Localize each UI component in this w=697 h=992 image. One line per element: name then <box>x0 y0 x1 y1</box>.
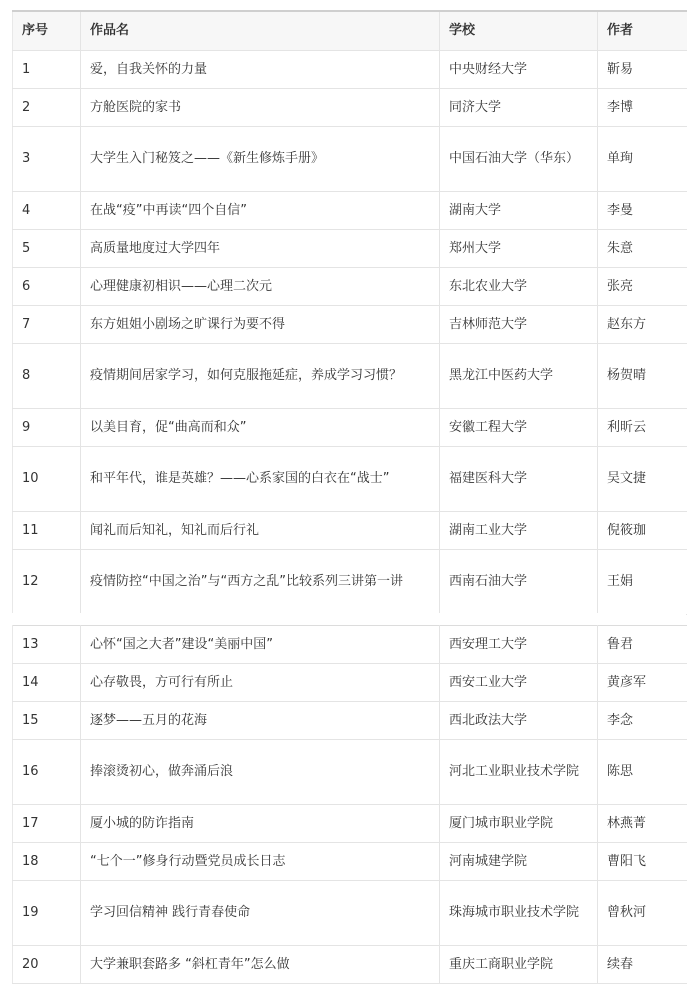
works-table-part-1 <box>12 10 687 615</box>
cell-no: 6 <box>13 268 81 306</box>
table-row <box>13 51 687 89</box>
section-gap <box>12 613 686 625</box>
cell-school: 厦门城市职业学院 <box>440 805 598 843</box>
cell-school: 东北农业大学 <box>440 268 598 306</box>
cell-school: 福建医科大学 <box>440 447 598 512</box>
cell-title: 心怀“国之大者”建设“美丽中国” <box>81 626 440 664</box>
works-table-part-2 <box>12 625 687 984</box>
cell-school: 河南城建学院 <box>440 843 598 881</box>
table-row <box>13 268 687 306</box>
cell-author: 鲁君 <box>598 626 687 664</box>
cell-author: 林燕菁 <box>598 805 687 843</box>
cell-school: 中央财经大学 <box>440 51 598 89</box>
cell-no: 10 <box>13 447 81 512</box>
cell-author: 利昕云 <box>598 409 687 447</box>
cell-no: 13 <box>13 626 81 664</box>
table-row <box>13 702 687 740</box>
cell-author: 杨贺晴 <box>598 344 687 409</box>
table-row <box>13 843 687 881</box>
cell-school: 安徽工程大学 <box>440 409 598 447</box>
header-school: 学校 <box>440 11 598 51</box>
cell-no: 17 <box>13 805 81 843</box>
cell-no: 4 <box>13 192 81 230</box>
cell-title: 心理健康初相识——心理二次元 <box>81 268 440 306</box>
table-row <box>13 306 687 344</box>
cell-no: 8 <box>13 344 81 409</box>
cell-title: 大学生入门秘笈之——《新生修炼手册》 <box>81 127 440 192</box>
cell-author: 黄彦军 <box>598 664 687 702</box>
cell-author: 王娟 <box>598 550 687 615</box>
cell-no: 18 <box>13 843 81 881</box>
cell-author: 靳易 <box>598 51 687 89</box>
cell-no: 1 <box>13 51 81 89</box>
cell-no: 15 <box>13 702 81 740</box>
cell-school: 同济大学 <box>440 89 598 127</box>
cell-school: 西北政法大学 <box>440 702 598 740</box>
cell-school: 西安理工大学 <box>440 626 598 664</box>
cell-school: 湖南大学 <box>440 192 598 230</box>
cell-title: 心存敬畏，方可行有所止 <box>81 664 440 702</box>
cell-no: 12 <box>13 550 81 615</box>
table-row <box>13 740 687 805</box>
cell-title: 爱，自我关怀的力量 <box>81 51 440 89</box>
table-row <box>13 946 687 984</box>
cell-school: 吉林师范大学 <box>440 306 598 344</box>
cell-no: 3 <box>13 127 81 192</box>
cell-author: 陈思 <box>598 740 687 805</box>
cell-author: 吴文捷 <box>598 447 687 512</box>
cell-title: 学习回信精神 践行青春使命 <box>81 881 440 946</box>
cell-title: 大学兼职套路多 “斜杠青年”怎么做 <box>81 946 440 984</box>
cell-title: 闻礼而后知礼，知礼而后行礼 <box>81 512 440 550</box>
cell-no: 20 <box>13 946 81 984</box>
table-row <box>13 447 687 512</box>
table-row <box>13 230 687 268</box>
table-row <box>13 512 687 550</box>
cell-no: 5 <box>13 230 81 268</box>
cell-author: 单珣 <box>598 127 687 192</box>
table-row <box>13 89 687 127</box>
cell-no: 19 <box>13 881 81 946</box>
header-author: 作者 <box>598 11 687 51</box>
cell-title: 东方姐姐小剧场之旷课行为要不得 <box>81 306 440 344</box>
cell-author: 李念 <box>598 702 687 740</box>
header-no: 序号 <box>13 11 81 51</box>
cell-author: 倪筱珈 <box>598 512 687 550</box>
cell-author: 朱意 <box>598 230 687 268</box>
cell-title: 捧滚烫初心，做奔涌后浪 <box>81 740 440 805</box>
cell-title: 和平年代，谁是英雄？——心系家国的白衣在“战士” <box>81 447 440 512</box>
cell-author: 张亮 <box>598 268 687 306</box>
table-row <box>13 550 687 615</box>
cell-author: 李曼 <box>598 192 687 230</box>
table-row <box>13 192 687 230</box>
table-header-row <box>13 11 687 51</box>
cell-no: 16 <box>13 740 81 805</box>
cell-school: 郑州大学 <box>440 230 598 268</box>
cell-title: 疫情防控“中国之治”与“西方之乱”比较系列三讲第一讲 <box>81 550 440 615</box>
table-row <box>13 881 687 946</box>
table-row <box>13 409 687 447</box>
table-row <box>13 664 687 702</box>
cell-school: 珠海城市职业技术学院 <box>440 881 598 946</box>
cell-no: 11 <box>13 512 81 550</box>
cell-title: 以美目育，促“曲高而和众” <box>81 409 440 447</box>
cell-title: 高质量地度过大学四年 <box>81 230 440 268</box>
cell-title: 逐梦——五月的花海 <box>81 702 440 740</box>
table-row <box>13 805 687 843</box>
table-row <box>13 344 687 409</box>
cell-school: 湖南工业大学 <box>440 512 598 550</box>
cell-school: 重庆工商职业学院 <box>440 946 598 984</box>
cell-school: 西南石油大学 <box>440 550 598 615</box>
cell-title: “七个一”修身行动暨党员成长日志 <box>81 843 440 881</box>
cell-no: 2 <box>13 89 81 127</box>
cell-school: 黑龙江中医药大学 <box>440 344 598 409</box>
cell-school: 西安工业大学 <box>440 664 598 702</box>
cell-author: 李博 <box>598 89 687 127</box>
cell-title: 在战“疫”中再读“四个自信” <box>81 192 440 230</box>
cell-title: 方舱医院的家书 <box>81 89 440 127</box>
cell-no: 9 <box>13 409 81 447</box>
table-row <box>13 626 687 664</box>
cell-school: 中国石油大学（华东） <box>440 127 598 192</box>
cell-no: 14 <box>13 664 81 702</box>
cell-title: 疫情期间居家学习，如何克服拖延症，养成学习习惯？ <box>81 344 440 409</box>
cell-school: 河北工业职业技术学院 <box>440 740 598 805</box>
cell-author: 曹阳飞 <box>598 843 687 881</box>
table-row <box>13 127 687 192</box>
cell-author: 续春 <box>598 946 687 984</box>
header-title: 作品名 <box>81 11 440 51</box>
cell-author: 赵东方 <box>598 306 687 344</box>
cell-no: 7 <box>13 306 81 344</box>
cell-author: 曾秋河 <box>598 881 687 946</box>
cell-title: 厦小城的防诈指南 <box>81 805 440 843</box>
